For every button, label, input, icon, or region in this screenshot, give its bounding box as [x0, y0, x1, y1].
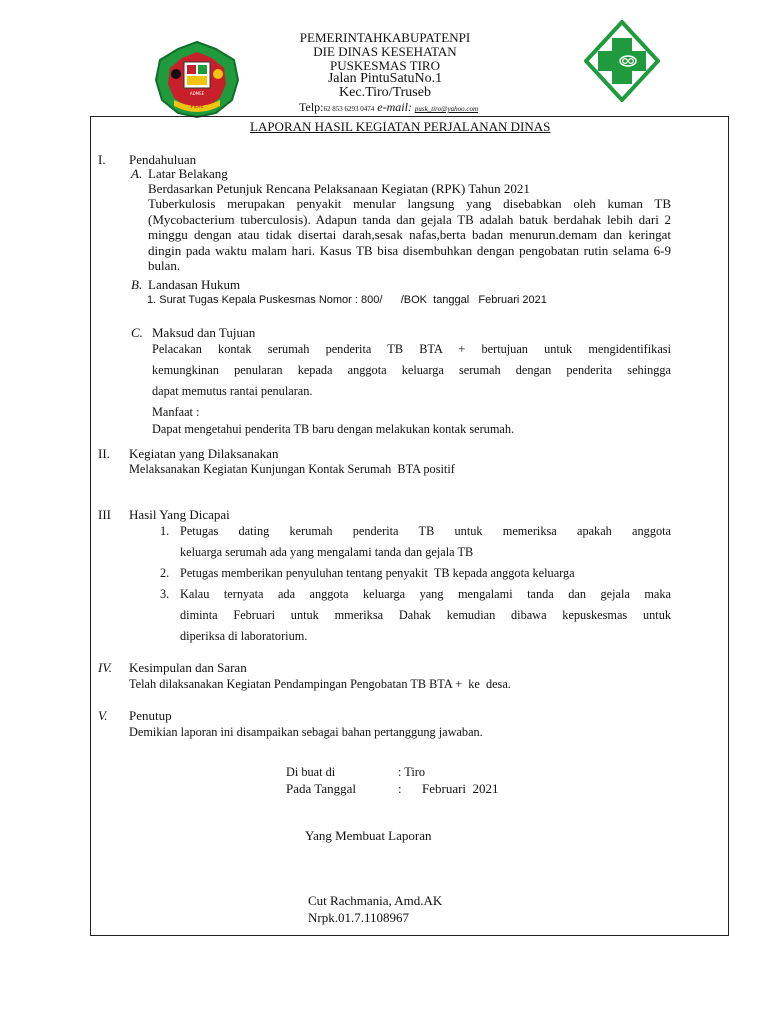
result-3-line-1: Kalau ternyata ada anggota keluarga yang mengalami tanda dan gejala maka — [180, 587, 671, 601]
result-2-line-1: Petugas memberikan penyuluhan tentang penyakit TB kepada anggota keluarga — [180, 566, 575, 580]
result-3-line-3: diperiksa di laboratorium. — [180, 629, 308, 643]
result-2-number: 2. — [160, 566, 170, 580]
subsection-c-line-2: kemungkinan penularan kepada anggota keluarga serumah dengan penderita sehingga — [152, 363, 671, 377]
subsection-a-paragraph: Tuberkulosis merupakan penyakit menular langsung yang disebabkan oleh kuman TB (Mycobacterium tuberculosis). Adapun tanda dan gejala TB adalah batuk berdahak lebih dari 2 minggu dengan atau tidak disertai darah,sesak nafas,berta badan menurun.demam dan keringat dingin pada waktu malam hari. Kasus TB bisa disembuhkan dengan pengobatan rutin selama 6-9 bulan. — [148, 196, 671, 273]
report-title: LAPORAN HASIL KEGIATAN PERJALANAN DINAS — [250, 119, 551, 134]
email-label: e-mail: — [377, 100, 412, 114]
section-5-number: V. — [98, 708, 108, 723]
subsection-b-letter: B. — [131, 277, 143, 292]
manfaat-label: Manfaat : — [152, 405, 200, 419]
logo-banner-text: PIDIE — [190, 104, 204, 110]
subsection-a-letter: A. — [131, 166, 143, 181]
subsection-c-line-1: Pelacakan kontak serumah penderita TB BTA + bertujuan untuk mengidentifikasi — [152, 342, 671, 356]
section-3-number: III — [98, 507, 111, 522]
letterhead-contact — [299, 100, 478, 115]
subsection-b-item: 1. Surat Tugas Kepala Puskesmas Nomor : 800/ /BOK tanggal Februari 2021 — [147, 294, 547, 306]
logo-plaque-text: ADMEE — [189, 91, 205, 96]
signer-name: Cut Rachmania, Amd.AK — [308, 893, 443, 908]
subsection-c-title: Maksud dan Tujuan — [152, 325, 256, 340]
letterhead-line-4: Jalan PintuSatuNo.1 — [327, 71, 443, 86]
date-colon: : — [398, 781, 402, 796]
manfaat-text: Dapat mengetahui penderita TB baru dengan melakukan kontak serumah. — [152, 422, 515, 436]
date-label: Pada Tanggal — [286, 781, 356, 796]
signer-nrpk: Nrpk.01.7.1108967 — [308, 910, 409, 925]
section-2-number: II. — [98, 446, 110, 461]
section-1-number: I. — [98, 152, 106, 167]
place-label: Di buat di — [286, 765, 336, 779]
section-2-title: Kegiatan yang Dilaksanakan — [129, 446, 279, 461]
section-5-title: Penutup — [129, 708, 172, 723]
section-2-text: Melaksanakan Kegiatan Kunjungan Kontak Serumah BTA positif — [129, 462, 455, 476]
section-5-text: Demikian laporan ini disampaikan sebagai bahan pertanggung jawaban. — [129, 725, 483, 739]
result-1-line-2: keluarga serumah ada yang mengalami tanda dan gejala TB — [180, 545, 474, 559]
place-value: : Tiro — [398, 765, 426, 779]
letterhead-line-2: DIE DINAS KESEHATAN — [313, 44, 457, 59]
subsection-a-intro: Berdasarkan Petunjuk Rencana Pelaksanaan Kegiatan (RPK) Tahun 2021 — [148, 181, 530, 196]
section-4-title: Kesimpulan dan Saran — [129, 660, 247, 675]
date-value: Februari 2021 — [422, 781, 499, 796]
section-4-text: Telah dilaksanakan Kegiatan Pendampingan Pengobatan TB BTA + ke desa. — [129, 677, 511, 691]
phone-number: 62 853 6293 0474 — [323, 105, 375, 113]
phone-prefix: Telp: — [299, 100, 324, 114]
result-1-line-1: Petugas dating kerumah penderita TB untuk memeriksa apakah anggota — [180, 524, 671, 538]
subsection-b-title: Landasan Hukum — [148, 277, 241, 292]
result-3-line-2: diminta Februari untuk mmeriksa Dahak kemudian dibawa kepuskesmas untuk — [180, 608, 671, 622]
subsection-c-line-3: dapat memutus rantai penularan. — [152, 384, 313, 398]
maker-label: Yang Membuat Laporan — [305, 828, 432, 843]
result-1-number: 1. — [160, 524, 170, 538]
kabupaten-pidie-logo — [154, 40, 240, 118]
puskesmas-logo — [584, 20, 660, 102]
result-3-number: 3. — [160, 587, 170, 601]
subsection-a-title: Latar Belakang — [148, 166, 228, 181]
email-link[interactable]: pusk_tiro@yahoo.com — [414, 105, 479, 113]
letterhead-line-1: PEMERINTAHKABUPATENPI — [299, 30, 471, 45]
subsection-c-letter: C. — [131, 325, 143, 340]
section-1-title: Pendahuluan — [129, 152, 197, 167]
letterhead-line-5: Kec.Tiro/Truseb — [339, 85, 431, 100]
section-3-title: Hasil Yang Dicapai — [129, 507, 230, 522]
letterhead-line-3: PUSKESMAS TIRO — [330, 58, 440, 73]
section-4-number: IV. — [98, 660, 112, 675]
